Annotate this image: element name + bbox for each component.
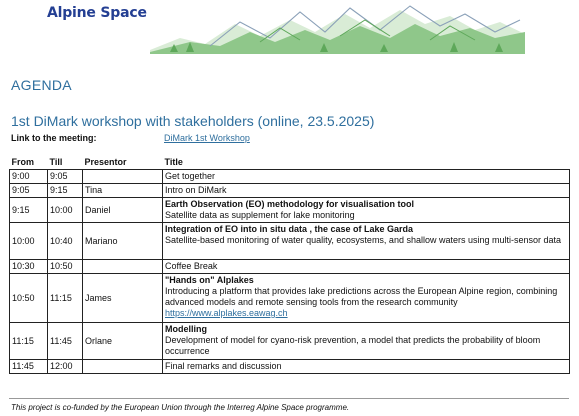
cell-from: 9:00 (10, 170, 48, 184)
cell-presentor: James (83, 274, 163, 323)
alplakes-link[interactable]: https://www.alplakes.eawag.ch (165, 308, 288, 318)
column-header-title: Title (164, 157, 183, 167)
agenda-heading: AGENDA (11, 77, 72, 93)
cell-from: 10:30 (10, 260, 48, 274)
table-row (10, 223, 570, 260)
table-row (10, 360, 570, 374)
cell-till: 9:15 (48, 184, 83, 198)
brand-logo-text: Alpine Space (47, 5, 147, 21)
cell-presentor: Mariano (83, 223, 163, 260)
cell-title (163, 274, 570, 323)
column-header-from: From (11, 157, 34, 167)
table-row (10, 170, 570, 184)
cell-title (163, 170, 570, 184)
cell-from: 9:05 (10, 184, 48, 198)
cell-till: 12:00 (48, 360, 83, 374)
cell-presentor (83, 170, 163, 184)
row-description: Development of model for cyano-risk prevention, a model that predicts the probability of bloom occurrence (165, 335, 541, 356)
row-title: Get together (165, 171, 216, 181)
cell-from: 9:15 (10, 198, 48, 223)
table-row (10, 274, 570, 323)
row-title: Final remarks and discussion (165, 361, 282, 371)
cell-title (163, 198, 570, 223)
footer-funding-note: This project is co-funded by the European Union through the Interreg Alpine Space programme. (11, 403, 350, 412)
row-description: Introducing a platform that provides lake predictions across the European Alpine region, combining advanced models and remote sensing tools from the research community (165, 286, 558, 307)
cell-from: 11:15 (10, 323, 48, 360)
cell-till: 10:50 (48, 260, 83, 274)
row-title: "Hands on" Alplakes (165, 275, 254, 285)
cell-title (163, 184, 570, 198)
mountain-illustration-icon (150, 2, 525, 54)
cell-till: 11:45 (48, 323, 83, 360)
agenda-table (9, 157, 570, 374)
cell-from: 11:45 (10, 360, 48, 374)
cell-till: 10:40 (48, 223, 83, 260)
cell-from: 10:00 (10, 223, 48, 260)
row-title: Intro on DiMark (165, 185, 227, 195)
meeting-link[interactable]: DiMark 1st Workshop (164, 133, 250, 143)
cell-title (163, 360, 570, 374)
page-header (0, 0, 579, 56)
cell-till: 11:15 (48, 274, 83, 323)
table-row (10, 184, 570, 198)
row-description: Satellite data as supplement for lake monitoring (165, 210, 355, 220)
workshop-title: 1st DiMark workshop with stakeholders (online, 23.5.2025) (11, 113, 375, 129)
cell-title (163, 260, 570, 274)
row-title: Modelling (165, 324, 207, 334)
column-header-presentor: Presentor (84, 157, 127, 167)
table-row (10, 323, 570, 360)
row-description: Satellite-based monitoring of water quality, ecosystems, and shallow waters using multi-sensor data (165, 235, 562, 245)
row-title: Integration of EO into in situ data , the case of Lake Garda (165, 224, 414, 234)
table-header-row (10, 157, 570, 170)
row-title: Coffee Break (165, 261, 218, 271)
cell-till: 9:05 (48, 170, 83, 184)
cell-presentor: Tina (83, 184, 163, 198)
cell-from: 10:50 (10, 274, 48, 323)
footer-divider (9, 398, 569, 399)
cell-presentor: Daniel (83, 198, 163, 223)
cell-presentor (83, 260, 163, 274)
cell-title (163, 323, 570, 360)
row-title: Earth Observation (EO) methodology for visualisation tool (165, 199, 415, 209)
meeting-link-label: Link to the meeting: (11, 133, 97, 143)
table-row (10, 260, 570, 274)
column-header-till: Till (49, 157, 63, 167)
cell-presentor (83, 360, 163, 374)
cell-title (163, 223, 570, 260)
cell-till: 10:00 (48, 198, 83, 223)
table-row (10, 198, 570, 223)
cell-presentor: Orlane (83, 323, 163, 360)
